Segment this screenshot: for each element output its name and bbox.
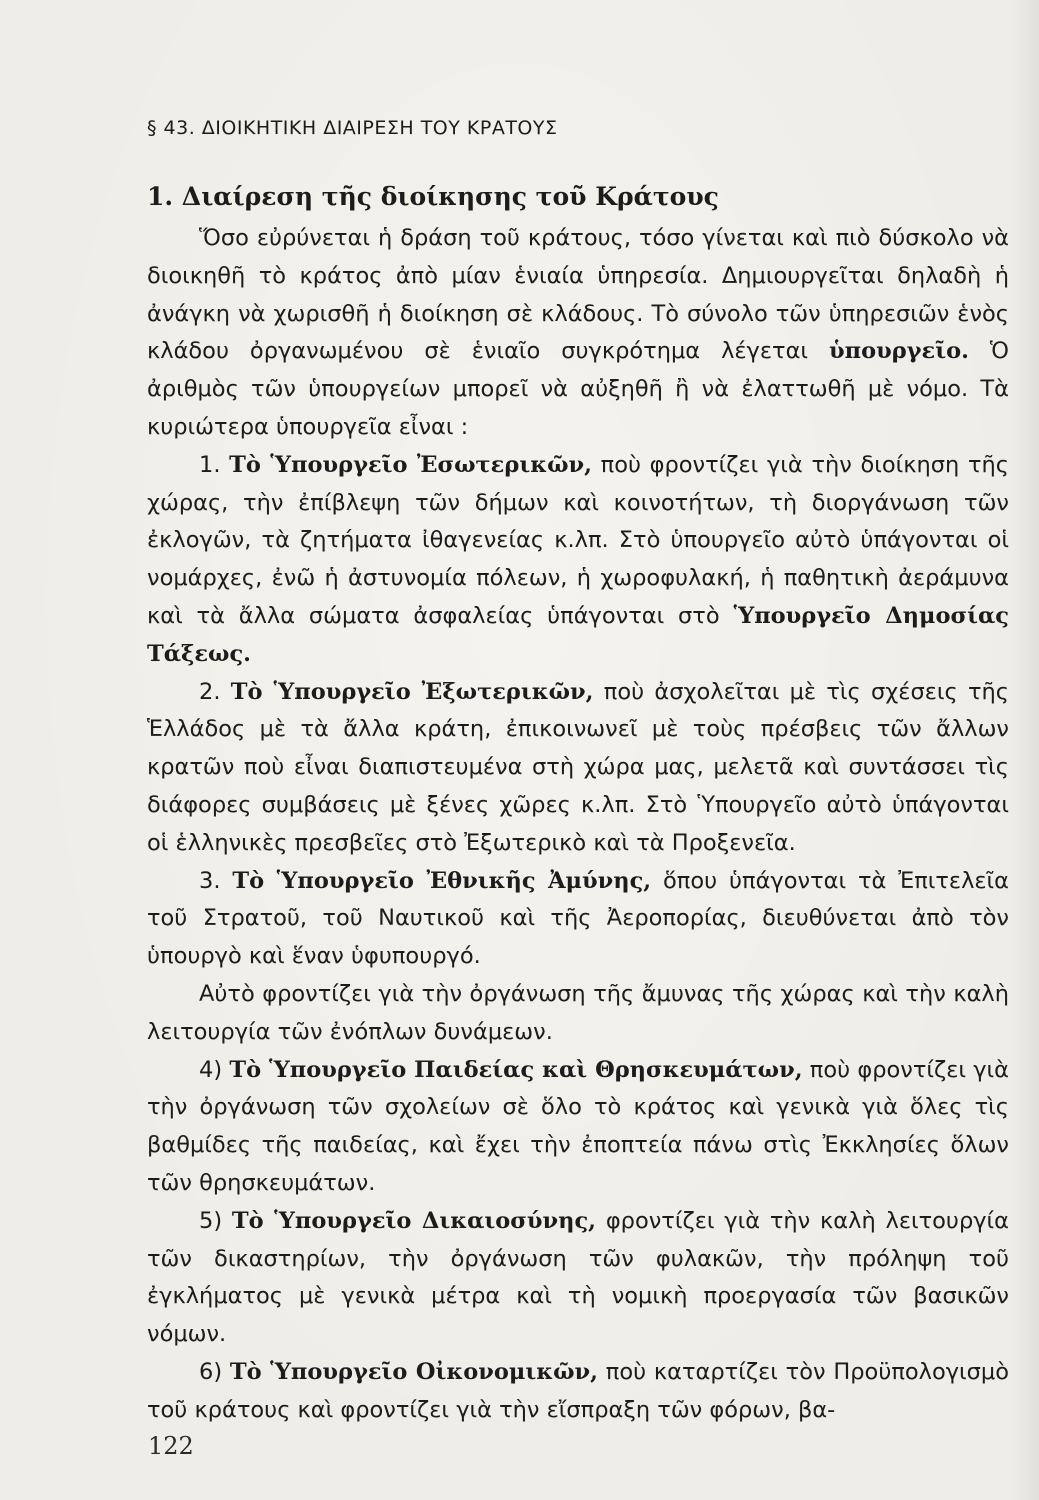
item-title: Τὸ Ὑπουργεῖο Οἰκονομικῶν,: [229, 1358, 598, 1385]
intro-text-2: Ὁ ἀριθμὸς τῶν ὑπουργείων μπορεῖ νὰ αὐξηθῆ ἢ νὰ ἐλαττωθῆ μὲ νόμο. Τὰ κυριώτερα ὑπουργεῖα εἶναι :: [147, 338, 1009, 440]
item-title: Τὸ Ὑπουργεῖο Δικαιοσύνης,: [231, 1207, 597, 1234]
item-text: Αὐτὸ φροντίζει γιὰ τὴν ὀργάνωση τῆς ἄμυνας τῆς χώρας καὶ τὴν καλὴ λειτουργία τῶν ἐνόπλων δυνάμεων.: [147, 980, 1009, 1045]
item-text: ποὺ φροντίζει γιὰ τὴν διοίκηση τῆς χώρας, τὴν ἐπίβλεψη τῶν δήμων καὶ κοινοτήτων, τὴ διοργάνωση τῶν ἐκλογῶν, τὰ ζητήματα ἰθαγενείας κ.λπ. Στὸ ὑπουργεῖο αὐτὸ ὑπάγονται οἱ νομάρχες, ἐνῶ ἡ ἀστυνομία πόλεων, ἡ χωροφυλακή, ἡ παθητικὴ ἀεράμυνα καὶ τὰ ἄλλα σώματα ἀσφαλείας ὑπάγονται στὸ: [147, 451, 1010, 629]
item-title: Τὸ Ὑπουργεῖο Ἐθνικῆς Ἀμύνης,: [232, 867, 652, 894]
page-content: [147, 114, 1009, 1430]
item-text: φροντίζει γιὰ τὴν καλὴ λειτουργία τῶν δικαστηρίων, τὴν ὀργάνωση τῶν φυλακῶν, τὴν πρόληψη τοῦ ἐγκλήματος μὲ γενικὰ μέτρα καὶ τὴ νομικὴ προεργασία τῶν βασικῶν νόμων.: [147, 1207, 1009, 1348]
item-number: 6): [199, 1358, 223, 1385]
section-header: § 43. ΔΙΟΙΚΗΤΙΚΗ ΔΙΑΙΡΕΣΗ ΤΟΥ ΚΡΑΤΟΥΣ: [147, 117, 558, 139]
intro-bold-term: ὑπουργεῖο.: [829, 338, 969, 365]
item-title: Τὸ Ὑπουργεῖο Ἐσωτερικῶν,: [229, 451, 592, 478]
intro-text-1: Ὅσο εὐρύνεται ἡ δράση τοῦ κράτους, τόσο γίνεται καὶ πιὸ δύσκολο νὰ διοικηθῆ τὸ κράτος ἀπὸ μίαν ἑνιαία ὑπηρεσία. Δημιουργεῖται δηλαδὴ ἡ ἀνάγκη νὰ χωρισθῆ ἡ διοίκηση σὲ κλάδους. Τὸ σύνολο τῶν ὑπηρεσιῶν ἑνὸς κλάδου ὀργανωμένου σὲ ἑνιαῖο συγκρότημα λέγεται: [147, 225, 1009, 365]
item-text: ποὺ ἀσχολεῖται μὲ τὶς σχέσεις τῆς Ἑλλάδος μὲ τὰ ἄλλα κράτη, ἐπικοινωνεῖ μὲ τοὺς πρέσβεις τῶν ἄλλων κρατῶν ποὺ εἶναι διαπιστευμένα στὴ χώρα μας, μελετᾶ καὶ συντάσσει τὶς διάφορες συμβάσεις μὲ ξένες χῶρες κ.λπ. Στὸ Ὑπουργεῖο αὐτὸ ὑπάγονται οἱ ἑλληνικὲς πρεσβεῖες στὸ Ἐξωτερικὸ καὶ τὰ Προξενεῖα.: [147, 678, 1010, 856]
ministry-item-3-continuation: [147, 976, 1009, 1052]
item-title: Τὸ Ὑπουργεῖο Παιδείας καὶ Θρησκευμάτων,: [229, 1056, 803, 1083]
item-tail-bold: Ὑπουργεῖο Δημοσίας Τάξεως.: [147, 602, 1009, 667]
ministry-item-5: [147, 1203, 1009, 1354]
item-text: ποὺ φροντίζει γιὰ τὴν ὀργάνωση τῶν σχολείων σὲ ὅλο τὸ κράτος καὶ γενικὰ γιὰ ὅλες τὶς βαθμίδες τῆς παιδείας, καὶ ἔχει τὴν ἐποπτεία πάνω στὶς Ἐκκλησίες ὅλων τῶν θρησκευμάτων.: [147, 1056, 1010, 1196]
page-edge-shadow: [1011, 0, 1039, 1500]
item-number: 1.: [199, 451, 221, 478]
item-number: 4): [199, 1056, 223, 1083]
intro-paragraph: [147, 220, 1009, 447]
item-number: 5): [199, 1207, 223, 1234]
item-text: ποὺ καταρτίζει τὸν Προϋπολογισμὸ τοῦ κράτους καὶ φροντίζει γιὰ τὴν εἴσπραξη τῶν φόρων, βα-: [147, 1358, 1009, 1423]
page-number: 122: [148, 1432, 194, 1460]
item-number: 2.: [199, 678, 221, 705]
ministry-item-2: [147, 674, 1009, 863]
ministry-item-3: [147, 863, 1009, 976]
item-text: ὅπου ὑπάγονται τὰ Ἐπιτελεῖα τοῦ Στρατοῦ, τοῦ Ναυτικοῦ καὶ τῆς Ἀεροπορίας, διευθύνεται ἀπὸ τὸν ὑπουργὸ καὶ ἕναν ὑφυπουργό.: [147, 867, 1009, 970]
ministry-item-1: [147, 447, 1009, 674]
item-number: 3.: [199, 867, 221, 894]
ministry-item-4: [147, 1052, 1009, 1203]
item-title: Τὸ Ὑπουργεῖο Ἐξωτερικῶν,: [230, 678, 594, 705]
subheading: 1. Διαίρεση τῆς διοίκησης τοῦ Κράτους: [147, 182, 719, 211]
ministry-item-6: [147, 1354, 1009, 1430]
